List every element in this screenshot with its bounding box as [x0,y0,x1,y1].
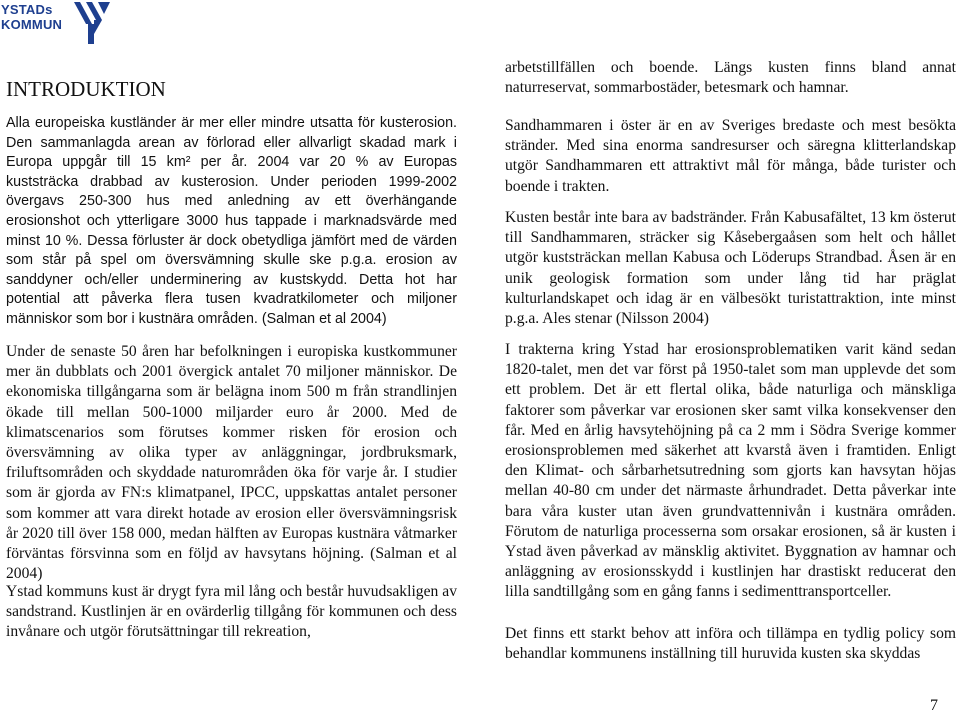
ystad-logo [0,0,115,48]
intro-paragraph-3: Ystad kommuns kust är drygt fyra mil lång och består huvudsakligen av sandstrand. Kustlinjen är en ovärderlig tillgång för kommunen och dess invånare och utgör förutsättningar till rekreation, [6,583,457,641]
right-paragraph-4: I trakterna kring Ystad har erosionsproblematiken varit känd sedan 1820-talet, men det var först på 1950-talet som man upplevde det som ett problem. Det är ett flertal olika, både naturliga och mänskliga faktorer som påverkar var erosionen sker samt vilka konsekvenser den får. Med en årlig havsytehöjning på ca 2 mm i Södra Sverige kommer erosionsproblemen med säkerhet att kvarstå även i framtiden. Enligt den Klimat- och sårbarhetsutredning som gjorts kan havsytan höjas mellan 40-80 cm under det närmaste århundradet. Detta påverkar inte bara våra kuster utan även grundvattennivån i kustnära områden. Förutom de naturliga processerna som orsakar erosionen, så är kusten i Ystad även påverkad av mänsklig aktivitet. Byggnation av hamnar och anläggning av erosionsskydd i kustlinjen har drastiskt reducerat den lilla sandtillgång som en gång fanns i sedimenttransportceller. [505,341,956,601]
logo-emblem-icon [72,0,114,46]
intro-paragraph-2: Under de senaste 50 åren har befolkningen i europiska kustkommuner mer än dubblats och 2001 övergick antalet 70 miljoner människor. De ekonomiska tillgångarna som är belägna inom 500 m från strandlinjen ökade till mellan 500-1000 miljarder euro år 2000. Med de klimatscenarios som förutses kommer risken för erosion och översvämning av olika typer av anläggningar, jordbruksmark, friluftsområden och skyddade naturområden öka för varje år. I studier som är gjorda av FN:s klimatpanel, IPCC, uppskattas antalet personer som kommer att vara direkt hotade av erosion eller översvämningsrisk år 2020 till över 158 000, medan hälften av Europas kustnära våtmarker förväntas försvinna som en följd av havsytans höjning. (Salman et al 2004) [6,343,457,583]
right-paragraph-2: Sandhammaren i öster är en av Sveriges bredaste och mest besökta stränder. Med sina enorma sandresurser och säregna klitterlandskap utgör Sandhammaren ett attraktivt mål för många, både turister och boende i trakten. [505,117,956,195]
section-heading: INTRODUKTION [6,77,166,101]
right-paragraph-3: Kusten består inte bara av badstränder. Från Kabusafältet, 13 km österut till Sandhammaren, sträcker sig Kåsebergaåsen som helt och hållet utgör kuststräckan mellan Kabusa och Löderups Strandbad. Åsen är en unik geologisk formation som under lång tid har präglat kulturlandskapet och idag är en välbesökt turistattraktion, inte minst p.g.a. Ales stenar (Nilsson 2004) [505,209,956,328]
logo-line-2: KOMMUN [1,17,63,32]
right-paragraph-5: Det finns ett starkt behov att införa och tillämpa en tydlig policy som behandlar kommunens inställning till huruvida kusten ska skyddas [505,625,956,663]
right-paragraph-1: arbetstillfällen och boende. Längs kusten finns bland annat naturreservat, sommarbostäder, betesmark och hamnar. [505,59,956,97]
intro-paragraph-1: Alla europeiska kustländer är mer eller mindre utsatta för kusterosion. Den sammanlagda arean av förlorad eller allvarligt skadad mark i Europa uppgår till 15 km² per år. 2004 var 20 % av Europas kuststräcka drabbad av kusterosion. Under perioden 1999-2002 övergavs 250-300 hus med anledning av ett överhängande erosionshot och ytterligare 3000 hus tappade i marknadsvärde med minst 10 %. Dessa förluster är dock obetydliga jämfört med de värden som står på spel om översvämning skulle ske p.g.a. erosion av sanddyner och/eller underminering av kustskydd. Detta hot har potential att påverka flera tusen kvadratkilometer och miljoner människor som bor i kustnära områden. (Salman et al 2004) [6,115,457,327]
page-number: 7 [930,697,938,714]
logo-line-1: YSTADs [1,2,53,17]
